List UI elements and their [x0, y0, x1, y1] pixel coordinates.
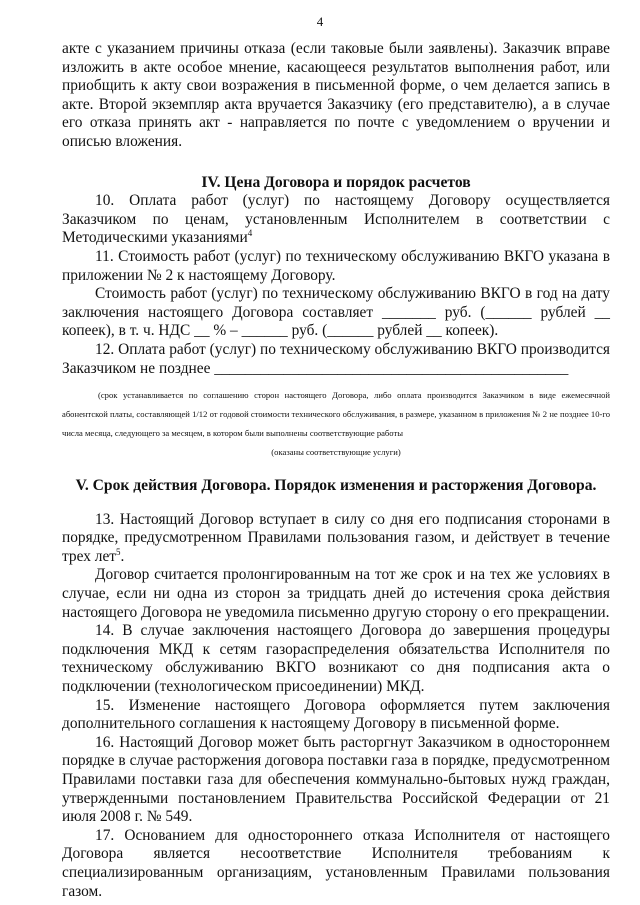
paragraph-14: 14. В случае заключения настоящего Договора до завершения процедуры подключения МКД к сетям газораспределения обязательства Исполнителя по техническому обслуживанию ВКГО возникают со дня подписания акта о подключении (технологическом присоединении) МКД.: [62, 622, 610, 696]
section-4-heading: IV. Цена Договора и порядок расчетов: [201, 173, 471, 191]
paragraph-act-continuation: акте с указанием причины отказа (если таковые были заявлены). Заказчик вправе изложить в акте особое мнение, касающееся результатов выполнения работ, или приобщить к акту свои возражения в письменной форме, о чем делается запись в акте. Второй экземпляр акта вручается Заказчику (его представителю), а в случае его отказа принять акт - направляется по почте с уведомлением о вручении и описью вложения.: [62, 40, 610, 150]
footnote-ref-4: 4: [247, 228, 253, 239]
paragraph-12: 12. Оплата работ (услуг) по техническому обслуживанию ВКГО производится Заказчиком не позднее ______________________________________________: [62, 340, 610, 377]
payment-term-note: (срок устанавливается по соглашению сторон настоящего Договора, либо оплата производится Заказчиком в виде ежемесячной абонентской платы, составляющей 1/12 от годовой стоимости технического обслуживания, в размере, указанном в приложения № 2 не позднее 10-го числа месяца, следующего за месяцем, в котором были выполнены соответствующие работы: [62, 390, 610, 439]
paragraph-11: 11. Стоимость работ (услуг) по техническому обслуживанию ВКГО указана в приложении № 2 к настоящему Договору.: [62, 247, 610, 284]
paragraph-15: 15. Изменение настоящего Договора оформляется путем заключения дополнительного соглашения к настоящему Договору в письменной форме.: [62, 696, 610, 733]
payment-term-note-end: (оказаны соответствующие услуги): [271, 447, 401, 458]
footnote-ref-5: 5: [116, 546, 121, 557]
paragraph-17: 17. Основанием для одностороннего отказа Исполнителя от настоящего Договора является несоответствие Исполнителя требованиям к специализированным организациям, установленным Правилами пользования газом.: [62, 826, 610, 900]
paragraph-13-prolongation: Договор считается пролонгированным на тот же срок и на тех же условиях в случае, если ни одна из сторон за тридцать дней до истечения срока действия настоящего Договора не уведомила письменно другую сторону о его прекращении.: [62, 566, 610, 621]
paragraph-10: [62, 192, 610, 248]
document-body: [62, 40, 610, 901]
section-5-heading: V. Срок действия Договора. Порядок изменения и расторжения Договора.: [75, 477, 597, 495]
paragraph-16: 16. Настоящий Договор может быть расторгнут Заказчиком в одностороннем порядке в случае расторжения договора поставки газа в порядке, предусмотренном Правилами поставки газа для обеспечения коммунально-бытовых нужд граждан, утвержденными постановлением Правительства Российской Федерации от 21 июля 2008 г. № 549.: [62, 733, 610, 826]
paragraph-10-text: 10. Оплата работ (услуг) по настоящему Договору осуществляется Заказчиком по ценам, установленным Исполнителем в соответствии с Методическими указаниями: [62, 192, 610, 247]
paragraph-13: 13. Настоящий Договор вступает в силу со дня его подписания сторонами в порядке, предусмотренном Правилами пользования газом, и действует в течение трех лет$^5$.: [62, 510, 610, 565]
paragraph-11-cost: Стоимость работ (услуг) по техническому обслуживанию ВКГО в год на дату заключения настоящего Договора составляет _______ руб. (______ рублей __ копеек), в т. ч. НДС __ % – ______ руб. (______ рублей __ копеек).: [62, 285, 610, 340]
page-number: 4: [316, 14, 324, 29]
paragraph-13-text: 13. Настоящий Договор вступает в силу со дня его подписания сторонами в порядке, предусмотренном Правилами пользования газом, и действует в течение трех лет: [62, 510, 610, 565]
